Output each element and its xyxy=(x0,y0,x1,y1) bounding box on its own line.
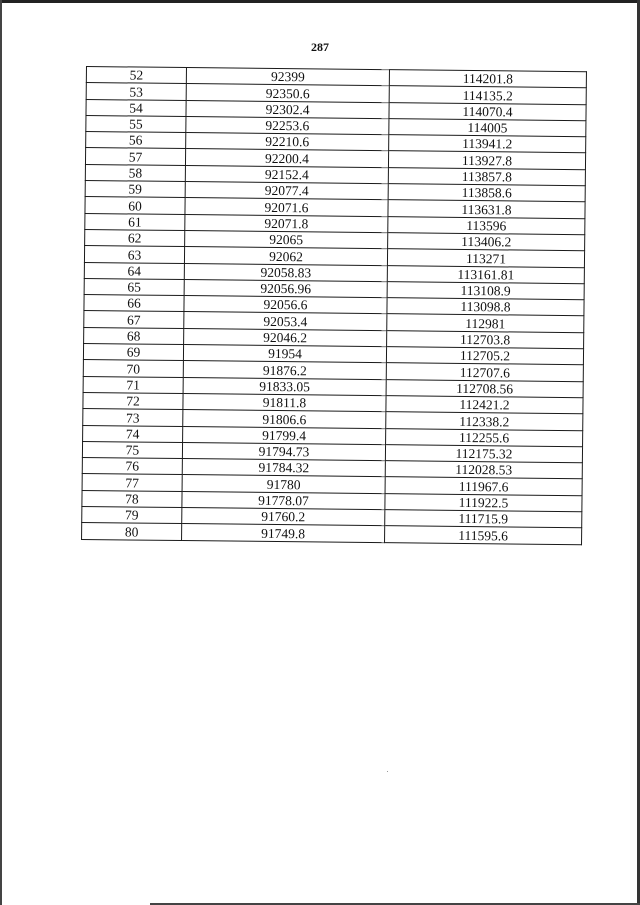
row-index-cell: 53 xyxy=(86,83,186,100)
row-index-cell: 65 xyxy=(84,278,184,295)
row-index-cell: 80 xyxy=(82,523,182,540)
row-index-cell: 77 xyxy=(82,474,182,491)
row-index-cell: 70 xyxy=(83,360,183,377)
row-index-cell: 58 xyxy=(85,164,185,181)
value-cell-2: 113596 xyxy=(388,216,585,234)
value-cell-1: 92077.4 xyxy=(185,182,388,200)
value-cell-2: 113406.2 xyxy=(388,233,585,251)
row-index-cell: 62 xyxy=(85,229,185,246)
value-cell-2: 112708.56 xyxy=(386,379,583,397)
row-index-cell: 56 xyxy=(86,132,186,149)
value-cell-2: 113858.6 xyxy=(388,184,585,202)
value-cell-2: 112421.2 xyxy=(386,396,583,414)
table-body xyxy=(82,67,587,545)
value-cell-1: 91784.32 xyxy=(182,459,385,477)
row-index-cell: 54 xyxy=(86,99,186,116)
scan-border-top xyxy=(0,0,640,3)
value-cell-1: 92053.4 xyxy=(184,312,387,330)
value-cell-1: 91876.2 xyxy=(183,361,386,379)
value-cell-1: 91778.07 xyxy=(182,491,385,509)
page-number: 287 xyxy=(311,40,329,54)
value-cell-1: 91811.8 xyxy=(183,393,386,411)
value-cell-2: 112981 xyxy=(387,314,584,332)
value-cell-1: 92399 xyxy=(186,68,389,86)
value-cell-1: 92302.4 xyxy=(186,100,389,118)
value-cell-1: 92058.83 xyxy=(184,263,387,281)
value-cell-1: 91833.05 xyxy=(183,377,386,395)
row-index-cell: 74 xyxy=(83,425,183,442)
value-cell-2: 112338.2 xyxy=(386,412,583,430)
row-index-cell: 73 xyxy=(83,409,183,426)
row-index-cell: 64 xyxy=(84,262,184,279)
row-index-cell: 78 xyxy=(82,490,182,507)
value-cell-2: 111715.9 xyxy=(385,510,582,528)
row-index-cell: 75 xyxy=(82,441,182,458)
value-cell-1: 92253.6 xyxy=(186,116,389,134)
value-cell-2: 113108.9 xyxy=(387,282,584,300)
value-cell-1: 91749.8 xyxy=(182,524,385,542)
value-cell-1: 92210.6 xyxy=(186,133,389,151)
value-cell-2: 113941.2 xyxy=(389,135,586,153)
value-cell-2: 114005 xyxy=(389,119,586,137)
value-cell-2: 113161.81 xyxy=(387,265,584,283)
row-index-cell: 71 xyxy=(83,376,183,393)
value-cell-1: 91780 xyxy=(182,475,385,493)
value-cell-1: 92152.4 xyxy=(185,165,388,183)
value-cell-1: 92071.8 xyxy=(185,214,388,232)
value-cell-2: 113271 xyxy=(387,249,584,267)
value-cell-1: 91806.6 xyxy=(183,410,386,428)
value-cell-2: 111595.6 xyxy=(385,526,582,544)
data-table xyxy=(81,66,587,545)
row-index-cell: 67 xyxy=(84,311,184,328)
row-index-cell: 69 xyxy=(83,344,183,361)
value-cell-2: 114070.4 xyxy=(389,102,586,120)
value-cell-2: 112175.32 xyxy=(385,444,582,462)
value-cell-1: 91954 xyxy=(183,345,386,363)
value-cell-1: 91794.73 xyxy=(182,442,385,460)
value-cell-1: 91799.4 xyxy=(183,426,386,444)
row-index-cell: 52 xyxy=(86,67,186,84)
value-cell-2: 114201.8 xyxy=(389,70,586,88)
row-index-cell: 76 xyxy=(82,458,182,475)
value-cell-1: 92062 xyxy=(184,247,387,265)
row-index-cell: 59 xyxy=(85,181,185,198)
row-index-cell: 57 xyxy=(85,148,185,165)
value-cell-1: 92056.96 xyxy=(184,279,387,297)
row-index-cell: 61 xyxy=(85,213,185,230)
row-index-cell: 79 xyxy=(82,506,182,523)
value-cell-2: 112707.6 xyxy=(386,363,583,381)
value-cell-2: 112703.8 xyxy=(387,330,584,348)
value-cell-1: 92046.2 xyxy=(184,328,387,346)
value-cell-1: 91760.2 xyxy=(182,508,385,526)
value-cell-2: 112705.2 xyxy=(386,347,583,365)
value-cell-2: 111922.5 xyxy=(385,493,582,511)
value-cell-2: 113631.8 xyxy=(388,200,585,218)
value-cell-2: 113927.8 xyxy=(388,151,585,169)
row-index-cell: 63 xyxy=(84,246,184,263)
row-index-cell: 66 xyxy=(84,295,184,312)
value-cell-1: 92200.4 xyxy=(185,149,388,167)
value-cell-1: 92065 xyxy=(185,231,388,249)
value-cell-1: 92350.6 xyxy=(186,84,389,102)
value-cell-1: 92056.6 xyxy=(184,296,387,314)
value-cell-1: 92071.6 xyxy=(185,198,388,216)
scan-border-left xyxy=(0,0,2,905)
value-cell-2: 112028.53 xyxy=(385,461,582,479)
value-cell-2: 113857.8 xyxy=(388,167,585,185)
row-index-cell: 72 xyxy=(83,392,183,409)
value-cell-2: 114135.2 xyxy=(389,86,586,104)
row-index-cell: 68 xyxy=(84,327,184,344)
table-container xyxy=(81,66,586,545)
row-index-cell: 60 xyxy=(85,197,185,214)
scan-speck xyxy=(387,771,388,772)
value-cell-2: 111967.6 xyxy=(385,477,582,495)
value-cell-2: 112255.6 xyxy=(386,428,583,446)
value-cell-2: 113098.8 xyxy=(387,298,584,316)
row-index-cell: 55 xyxy=(86,115,186,132)
